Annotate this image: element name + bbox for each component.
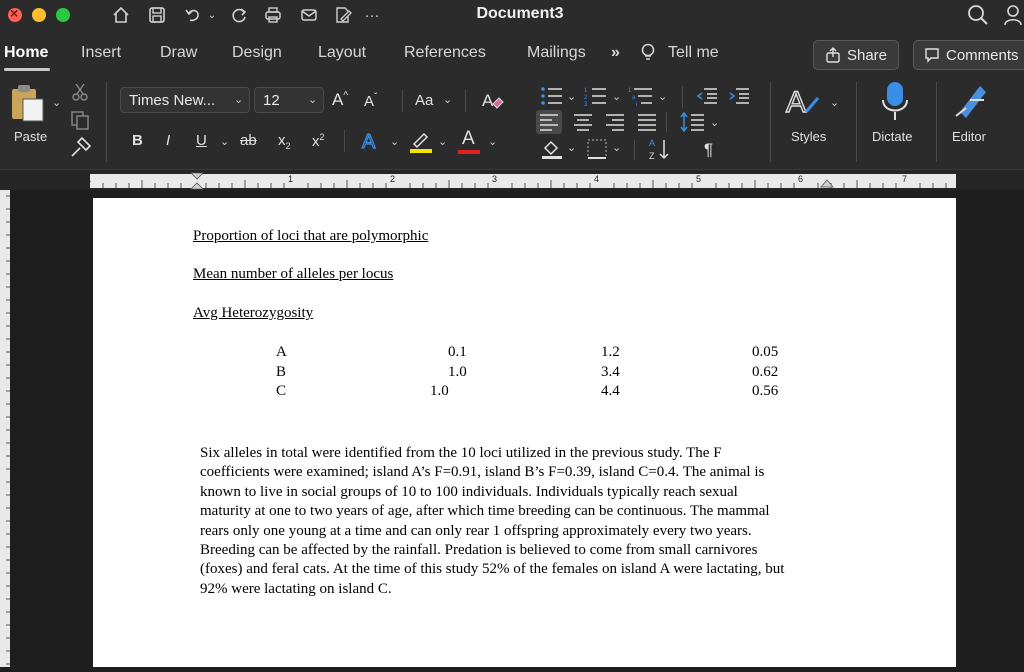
underline-label: U <box>196 132 207 149</box>
share-label: Share <box>846 46 888 64</box>
tab-home[interactable]: Home <box>4 44 49 61</box>
vertical-ruler-ticks <box>0 190 10 667</box>
save-icon[interactable] <box>146 4 168 26</box>
ruler-number: 3 <box>492 174 498 184</box>
comments-button[interactable] <box>913 40 1024 70</box>
strikethrough-button[interactable] <box>240 132 257 149</box>
font-color-swatch <box>458 150 480 154</box>
font-name-chevron-icon[interactable]: ⌄ <box>234 94 244 106</box>
group-separator <box>106 82 107 162</box>
svg-text:A: A <box>786 86 807 119</box>
vertical-ruler-tick <box>6 196 10 664</box>
undo-dropdown-chevron-icon[interactable]: ⌄ <box>207 9 217 21</box>
group-separator <box>770 82 771 162</box>
text-effects-icon[interactable] <box>360 128 384 159</box>
align-right-icon[interactable] <box>602 110 628 139</box>
bold-label: B <box>132 132 143 149</box>
highlight-icon[interactable] <box>408 130 434 159</box>
table-cell-alleles: 4.4 <box>601 383 620 399</box>
dictate-label: Dictate <box>872 129 913 144</box>
more-tabs-chevron-icon[interactable]: » <box>611 44 620 61</box>
svg-text:A: A <box>362 131 376 153</box>
justify-icon[interactable] <box>634 110 660 139</box>
dictate-mic-icon[interactable] <box>880 80 910 127</box>
align-left-icon <box>536 110 562 134</box>
pilcrow-label: ¶ <box>704 140 714 159</box>
font-color-chevron-icon[interactable]: ⌄ <box>488 136 498 148</box>
font-size-chevron-icon[interactable]: ⌄ <box>308 94 318 106</box>
numbering-chevron-icon[interactable]: ⌄ <box>612 91 622 103</box>
group-separator <box>344 130 345 152</box>
sort-icon[interactable] <box>648 136 672 167</box>
group-separator <box>634 140 635 160</box>
shading-chevron-icon[interactable]: ⌄ <box>567 142 577 154</box>
strikethrough-label: ab <box>240 132 257 149</box>
svg-text:A: A <box>649 138 656 148</box>
underline-button[interactable] <box>196 132 207 149</box>
home-ribbon <box>0 74 1024 170</box>
font-color-letter: A <box>462 128 475 149</box>
group-separator <box>666 112 667 132</box>
tab-insert[interactable]: Insert <box>81 44 122 61</box>
table-cell-polymorphic: 1.0 <box>430 383 449 399</box>
table-cell-island: A <box>276 344 287 360</box>
ruler-number: 1 <box>86 174 92 184</box>
subscript-label: x <box>278 132 286 149</box>
format-painter-icon[interactable] <box>68 136 92 165</box>
bold-button[interactable] <box>132 132 143 149</box>
body-paragraph: Six alleles in total were identified from the 10 loci utilized in the previous study. The F coefficients were examined; island A’s F=0.91, island B’s F=0.39, island C=0.4. The animal is known to live in social groups of 10 to 100 individuals. Individuals typically reach sexual maturity at one to two years of age, after which time breeding can be continuous. The mammal rears only one young at a time and can only rear 1 offspring approximately every two years. Breeding can be affected by the rainfall. Predation is believed to come from small carnivores (foxes) and feral cats. At the time of this study 52% of the females on island A were lactating, but 92% were lactating on island C. <box>200 445 785 597</box>
heading-polymorphic-loci: Proportion of loci that are polymorphic <box>193 228 429 244</box>
ruler-number: 2 <box>390 174 396 184</box>
tell-me-search[interactable]: Tell me <box>668 44 719 61</box>
tab-draw[interactable]: Draw <box>160 44 198 61</box>
borders-chevron-icon[interactable]: ⌄ <box>612 142 622 154</box>
more-options-icon[interactable]: ··· <box>364 6 380 24</box>
grow-font-label: A <box>332 90 344 109</box>
redo-icon[interactable] <box>228 4 250 26</box>
right-indent-marker-icon[interactable] <box>820 174 834 188</box>
maximize-window-button[interactable] <box>56 8 70 22</box>
svg-text:3: 3 <box>584 102 588 106</box>
edit-document-icon[interactable] <box>332 4 354 26</box>
multilevel-chevron-icon[interactable]: ⌄ <box>658 91 668 103</box>
bullets-icon[interactable] <box>540 86 564 111</box>
styles-icon[interactable] <box>784 82 826 127</box>
paste-dropdown-chevron-icon[interactable]: ⌄ <box>52 97 62 109</box>
cut-icon[interactable] <box>70 82 90 107</box>
change-case-chevron-icon[interactable]: ⌄ <box>443 94 453 106</box>
shrink-font-button[interactable]: $A^ˇ$ <box>364 92 378 110</box>
ruler-number: 4 <box>594 174 600 184</box>
account-icon[interactable] <box>1002 3 1024 27</box>
group-separator <box>465 90 466 112</box>
minimize-window-button[interactable] <box>32 8 46 22</box>
font-name-value: Times New... <box>129 91 216 109</box>
show-formatting-marks-button[interactable] <box>704 140 713 160</box>
svg-text:a: a <box>632 95 636 101</box>
group-separator <box>936 82 937 162</box>
comments-label: Comments <box>946 46 1019 64</box>
paste-label: Paste <box>14 129 48 144</box>
title-bar <box>0 0 1024 30</box>
font-name-dropdown[interactable] <box>120 87 250 113</box>
table-cell-heterozygosity: 0.05 <box>752 344 779 360</box>
italic-button[interactable] <box>166 132 170 149</box>
horizontal-ruler[interactable] <box>0 170 1024 190</box>
table-cell-alleles: 3.4 <box>601 364 620 380</box>
numbering-icon[interactable] <box>584 86 608 111</box>
decrease-indent-icon[interactable] <box>696 86 718 111</box>
table-cell-alleles: 1.2 <box>601 344 620 360</box>
svg-text:1: 1 <box>584 88 588 94</box>
table-cell-heterozygosity: 0.62 <box>752 364 779 380</box>
editor-pen-icon[interactable] <box>952 80 990 127</box>
ruler-number: 5 <box>696 174 702 184</box>
svg-text:i: i <box>636 102 638 106</box>
table-cell-island: B <box>276 364 287 380</box>
tab-layout[interactable]: Layout <box>318 44 367 61</box>
document-page[interactable] <box>93 198 956 667</box>
share-icon <box>825 47 841 63</box>
lightbulb-icon <box>640 43 656 68</box>
text-effects-chevron-icon[interactable]: ⌄ <box>390 136 400 148</box>
print-icon[interactable] <box>262 4 284 26</box>
increase-indent-icon[interactable] <box>728 86 750 111</box>
ruler-number: 6 <box>798 174 804 184</box>
align-center-icon[interactable] <box>570 110 596 139</box>
heading-mean-alleles: Mean number of alleles per locus <box>193 266 394 282</box>
superscript-label: x <box>312 133 320 150</box>
group-separator <box>682 86 683 108</box>
borders-icon[interactable] <box>586 138 608 165</box>
shading-icon[interactable] <box>540 138 564 165</box>
group-separator <box>402 90 403 112</box>
svg-text:Z: Z <box>649 151 655 161</box>
styles-chevron-icon[interactable]: ⌄ <box>830 97 840 109</box>
italic-label: I <box>166 132 171 149</box>
paste-icon[interactable] <box>10 84 46 129</box>
heading-avg-heterozygosity: Avg Heterozygosity <box>193 305 314 321</box>
line-spacing-icon[interactable] <box>680 110 706 139</box>
shrink-font-label: A <box>364 93 375 110</box>
styles-label: Styles <box>791 129 827 144</box>
vertical-ruler[interactable] <box>0 190 10 667</box>
email-icon[interactable] <box>298 4 320 26</box>
tab-references[interactable]: References <box>404 44 486 61</box>
multilevel-list-icon[interactable] <box>628 86 654 111</box>
superscript-button[interactable]: $x^2$ <box>312 132 325 150</box>
active-tab-indicator <box>4 68 50 71</box>
font-size-value: 12 <box>263 91 280 109</box>
change-case-label: Aa <box>415 92 434 109</box>
ruler-number: 1 <box>288 174 294 184</box>
group-separator <box>856 82 857 162</box>
ruler-number: 7 <box>902 174 908 184</box>
document-title: Document3 <box>476 5 564 22</box>
grow-font-button[interactable]: A^ <box>332 90 349 109</box>
align-left-button[interactable] <box>536 110 562 134</box>
subscript-button[interactable]: $x_2$ <box>278 132 291 151</box>
change-case-button[interactable] <box>415 92 433 109</box>
svg-text:1: 1 <box>628 88 632 94</box>
indent-marker-icon[interactable] <box>190 172 204 190</box>
line-spacing-chevron-icon[interactable]: ⌄ <box>710 117 720 129</box>
tab-design[interactable]: Design <box>232 44 282 61</box>
undo-icon[interactable] <box>182 4 204 26</box>
share-button[interactable] <box>813 40 899 70</box>
table-cell-island: C <box>276 383 287 399</box>
svg-text:A: A <box>482 91 494 110</box>
search-icon[interactable] <box>966 3 990 27</box>
comment-icon <box>924 47 940 63</box>
clear-formatting-icon[interactable] <box>480 88 504 117</box>
home-icon[interactable] <box>110 4 132 26</box>
ribbon-tabs <box>0 30 1024 74</box>
tab-mailings[interactable]: Mailings <box>527 44 586 61</box>
copy-icon[interactable] <box>70 110 90 135</box>
editor-label: Editor <box>952 129 986 144</box>
svg-text:2: 2 <box>584 95 588 101</box>
table-cell-polymorphic: 1.0 <box>448 364 467 380</box>
highlight-chevron-icon[interactable]: ⌄ <box>438 136 448 148</box>
bullets-chevron-icon[interactable]: ⌄ <box>567 91 577 103</box>
table-cell-heterozygosity: 0.56 <box>752 383 779 399</box>
underline-chevron-icon[interactable]: ⌄ <box>220 136 230 148</box>
close-window-button[interactable] <box>8 8 22 22</box>
table-cell-polymorphic: 0.1 <box>448 344 467 360</box>
